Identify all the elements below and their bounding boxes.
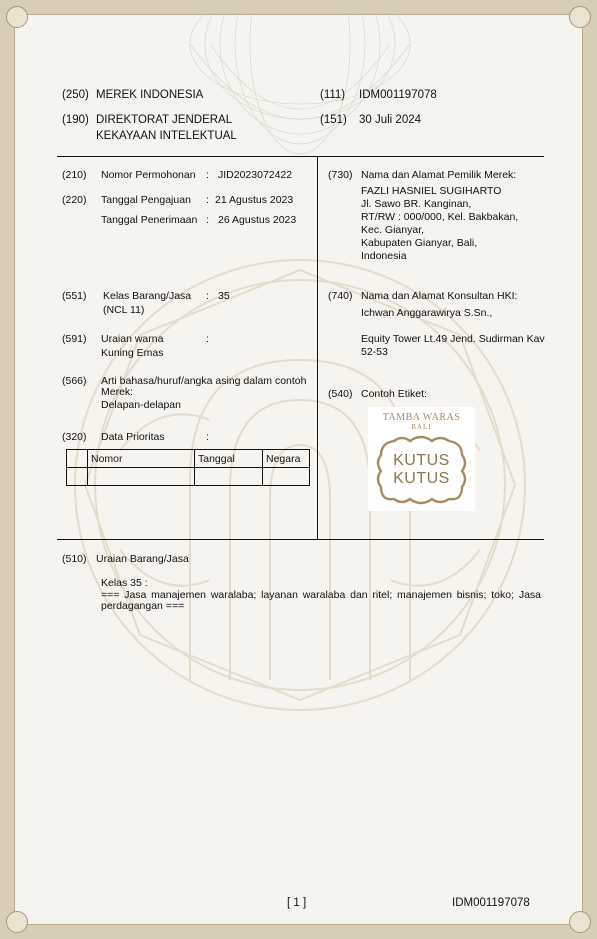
consultant-address-line2: 52-53 (361, 346, 388, 358)
corner-ornament-icon (569, 911, 591, 933)
owner-line: Kec. Gianyar, (361, 224, 425, 236)
footer-registration-number: IDM001197078 (452, 897, 530, 909)
owner-label: Nama dan Alamat Pemilik Merek: (361, 169, 517, 181)
code-730: (730) (328, 169, 353, 181)
corner-ornament-icon (6, 6, 28, 28)
trademark-type: MEREK INDONESIA (96, 89, 204, 101)
translation-label-line2: Merek: (101, 386, 134, 398)
colon: : (206, 194, 209, 206)
priority-label: Data Prioritas (101, 431, 165, 443)
class-heading: Kelas 35 : (101, 577, 148, 589)
trademark-logo (368, 407, 475, 511)
color-label: Uraian warna (101, 333, 164, 345)
code-551: (551) (62, 290, 87, 302)
colon: : (206, 290, 209, 302)
code-566: (566) (62, 375, 87, 387)
code-591: (591) (62, 333, 87, 345)
application-number: JID2023072422 (218, 169, 293, 181)
office-name-line2: KEKAYAAN INTELEKTUAL (96, 130, 237, 142)
code-190: (190) (62, 114, 89, 126)
label-sample-label: Contoh Etiket: (361, 388, 427, 400)
corner-ornament-icon (6, 911, 28, 933)
code-510: (510) (62, 553, 87, 565)
goods-label: Uraian Barang/Jasa (96, 553, 189, 565)
application-number-label: Nomor Permohonan (101, 169, 196, 181)
table-row (67, 468, 310, 486)
col-nomor: Nomor (88, 450, 195, 468)
colon: : (206, 333, 209, 345)
class-value: 35 (218, 290, 230, 302)
owner-line: Indonesia (361, 250, 407, 262)
filing-date-label: Tanggal Pengajuan (101, 194, 191, 206)
header-divider (57, 156, 544, 157)
color-value: Kuning Emas (101, 347, 164, 359)
owner-line: Kabupaten Gianyar, Bali, (361, 237, 478, 249)
consultant-label: Nama dan Alamat Konsultan HKI: (361, 290, 518, 302)
owner-line: RT/RW : 000/000, Kel. Bakbakan, (361, 211, 519, 223)
section-divider (57, 539, 544, 540)
translation-label-line1: Arti bahasa/huruf/angka asing dalam contoh (101, 375, 307, 387)
code-151: (151) (320, 114, 347, 126)
consultant-address-line1: Equity Tower Lt.49 Jend. Sudirman Kav (361, 333, 545, 345)
colon: : (206, 431, 209, 443)
class-ncl: (NCL 11) (103, 304, 145, 316)
logo-sub-text: BALI (411, 423, 432, 431)
corner-ornament-icon (569, 6, 591, 28)
office-name-line1: DIREKTORAT JENDERAL (96, 114, 233, 126)
receipt-date-label: Tanggal Penerimaan (101, 214, 198, 226)
registration-date: 30 Juli 2024 (359, 114, 422, 126)
class-label: Kelas Barang/Jasa (103, 290, 192, 302)
goods-description: === Jasa manajemen waralaba; layanan waralaba dan ritel; manajemen bisnis; toko; Jasa perdagangan === (101, 589, 541, 612)
logo-word-1: KUTUS (393, 452, 450, 469)
code-320: (320) (62, 431, 87, 443)
code-250: (250) (62, 89, 89, 101)
registration-number: IDM001197078 (359, 89, 437, 101)
logo-word-2: KUTUS (393, 470, 450, 487)
table-row (67, 450, 310, 468)
code-740: (740) (328, 290, 353, 302)
code-210: (210) (62, 169, 87, 181)
logo-brand-text: TAMBA WARAS (382, 412, 461, 423)
col-negara: Negara (263, 450, 310, 468)
code-220: (220) (62, 194, 87, 206)
owner-line: Jl. Sawo BR. Kanginan, (361, 198, 472, 210)
consultant-name: Ichwan Anggarawirya S.Sn., (361, 307, 493, 319)
owner-line: FAZLI HASNIEL SUGIHARTO (361, 185, 502, 197)
translation-value: Delapan-delapan (101, 399, 181, 411)
column-divider (317, 156, 318, 539)
code-111: (111) (320, 89, 346, 101)
priority-table (66, 449, 310, 486)
colon: : (206, 169, 209, 181)
code-540: (540) (328, 388, 353, 400)
receipt-date: 26 Agustus 2023 (218, 214, 297, 226)
colon: : (206, 214, 209, 226)
filing-date: 21 Agustus 2023 (215, 194, 294, 206)
page-number: [ 1 ] (287, 897, 307, 909)
col-tanggal: Tanggal (195, 450, 263, 468)
